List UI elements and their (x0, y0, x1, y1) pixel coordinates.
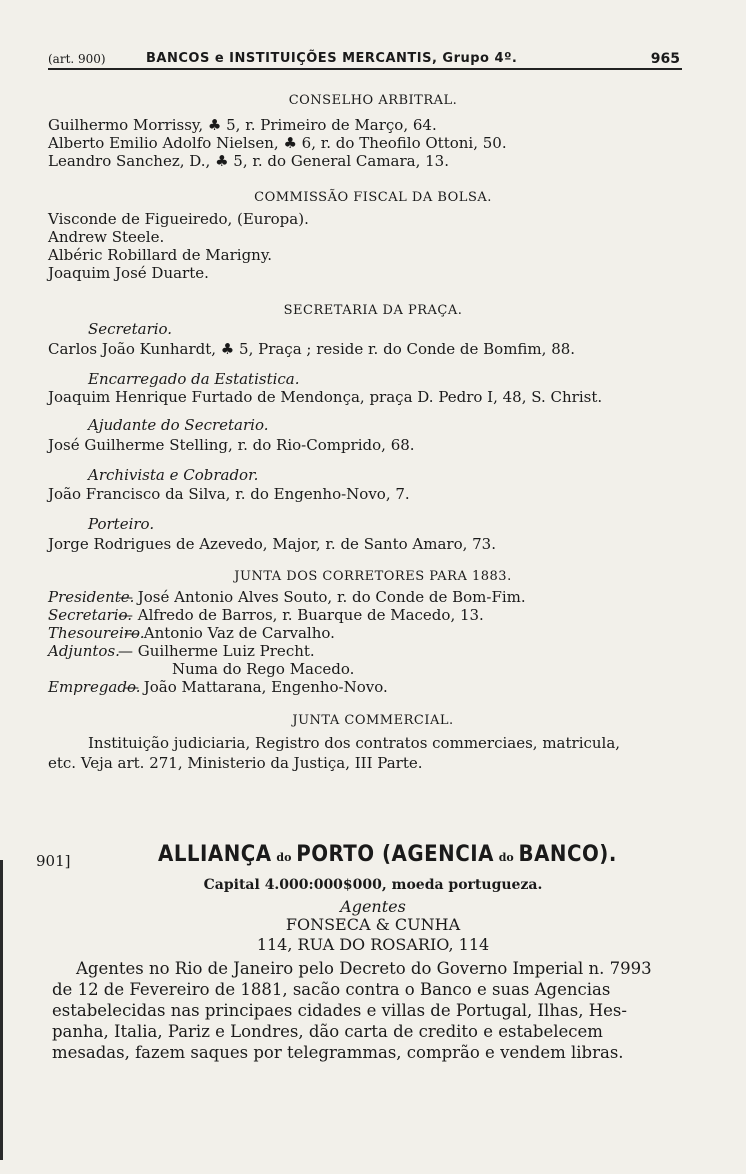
role-label: Porteiro. (88, 515, 155, 533)
paragraph-line: Instituição judiciaria, Registro dos contratos commerciaes, matricula, (88, 734, 621, 752)
member-line: Joaquim José Duarte. (48, 264, 209, 282)
bank-name-connector: do (498, 851, 514, 864)
role-holder: Joaquim Henrique Furtado de Mendonça, praça D. Pedro I, 48, S. Christ. (48, 388, 603, 406)
role-holder: José Guilherme Stelling, r. do Rio-Comprido, 68. (48, 436, 415, 454)
page-number: 965 (650, 51, 680, 67)
board-row-text: Numa do Rego Macedo. (172, 660, 355, 678)
paragraph-line: Agentes no Rio de Janeiro pelo Decreto do Governo Imperial n. 7993 (76, 959, 652, 978)
board-row-text: — José Antonio Alves Souto, r. do Conde de Bom-Fim. (118, 588, 526, 606)
section-heading: CONSELHO ARBITRAL. (288, 93, 458, 108)
bank-name-part: ALLIANÇA (158, 842, 272, 867)
agents-name: FONSECA & CUNHA (285, 915, 461, 934)
role-label: Ajudante do Secretario. (88, 416, 269, 434)
board-row-label: Secretario. (48, 606, 133, 624)
header-title: BANCOS e INSTITUIÇÕES MERCANTIS, Grupo 4º. (146, 51, 518, 66)
member-line: Albéric Robillard de Marigny. (48, 246, 273, 264)
section-heading: JUNTA COMMERCIAL. (292, 713, 454, 728)
article-ref: (art. 900) (48, 52, 106, 66)
board-row-label: Adjuntos. (48, 642, 120, 660)
member-line: Visconde de Figueiredo, (Europa). (48, 210, 309, 228)
section-heading: SECRETARIA DA PRAÇA. (283, 303, 463, 318)
paragraph-line: de 12 de Fevereiro de 1881, sacão contra o Banco e suas Agencias (52, 980, 611, 999)
bank-capital: Capital 4.000:000$000, moeda portugueza. (203, 877, 543, 893)
board-row (48, 624, 335, 642)
member-line: Andrew Steele. (48, 228, 165, 246)
section-heading: JUNTA DOS CORRETORES PARA 1883. (234, 569, 512, 584)
bank-address: 114, RUA DO ROSARIO, 114 (256, 935, 490, 954)
board-row (48, 642, 315, 660)
member-line: Guilhermo Morrissy, ♣ 5, r. Primeiro de Março, 64. (48, 116, 437, 134)
bank-name-part: BANCO). (518, 842, 617, 867)
board-row-text: — Guilherme Luiz Precht. (118, 642, 315, 660)
board-row-text: — João Mattarana, Engenho-Novo. (124, 678, 388, 696)
board-row (48, 588, 526, 606)
board-row-text: — Antonio Vaz de Carvalho. (124, 624, 335, 642)
role-holder: Jorge Rodrigues de Azevedo, Major, r. de Santo Amaro, 73. (48, 535, 496, 553)
paragraph-line: estabelecidas nas principaes cidades e villas de Portugal, Ilhas, Hes- (52, 1001, 627, 1020)
board-row (48, 606, 484, 624)
bank-name-connector: do (276, 851, 292, 864)
board-row (48, 678, 388, 696)
bank-name-part: PORTO (AGENCIA (296, 842, 494, 867)
role-holder: Carlos João Kunhardt, ♣ 5, Praça ; reside r. do Conde de Bomfim, 88. (48, 340, 576, 358)
section-heading: COMMISSÃO FISCAL DA BOLSA. (254, 190, 492, 205)
entry-number: 901] (36, 852, 71, 870)
role-holder: João Francisco da Silva, r. do Engenho-Novo, 7. (48, 485, 410, 503)
header-rule (48, 68, 682, 70)
member-line: Alberto Emilio Adolfo Nielsen, ♣ 6, r. do Theofilo Ottoni, 50. (48, 134, 507, 152)
role-label: Secretario. (88, 320, 173, 338)
role-label: Encarregado da Estatistica. (88, 370, 300, 388)
paragraph-line: etc. Veja art. 271, Ministerio da Justiça, III Parte. (48, 754, 423, 772)
agents-label: Agentes (340, 897, 406, 916)
paragraph-line: mesadas, fazem saques por telegrammas, comprão e vendem libras. (52, 1043, 624, 1062)
board-row-label: Thesoureiro. (48, 624, 145, 642)
role-label: Archivista e Cobrador. (88, 466, 259, 484)
paragraph-line: panha, Italia, Pariz e Londres, dão carta de credito e estabelecem (52, 1022, 603, 1041)
board-row-text: — Alfredo de Barros, r. Buarque de Macedo, 13. (118, 606, 484, 624)
board-row-label: Presidente. (48, 588, 135, 606)
member-line: Leandro Sanchez, D., ♣ 5, r. do General Camara, 13. (48, 152, 449, 170)
board-row-label: Empregado. (48, 678, 141, 696)
bank-name (158, 842, 617, 874)
